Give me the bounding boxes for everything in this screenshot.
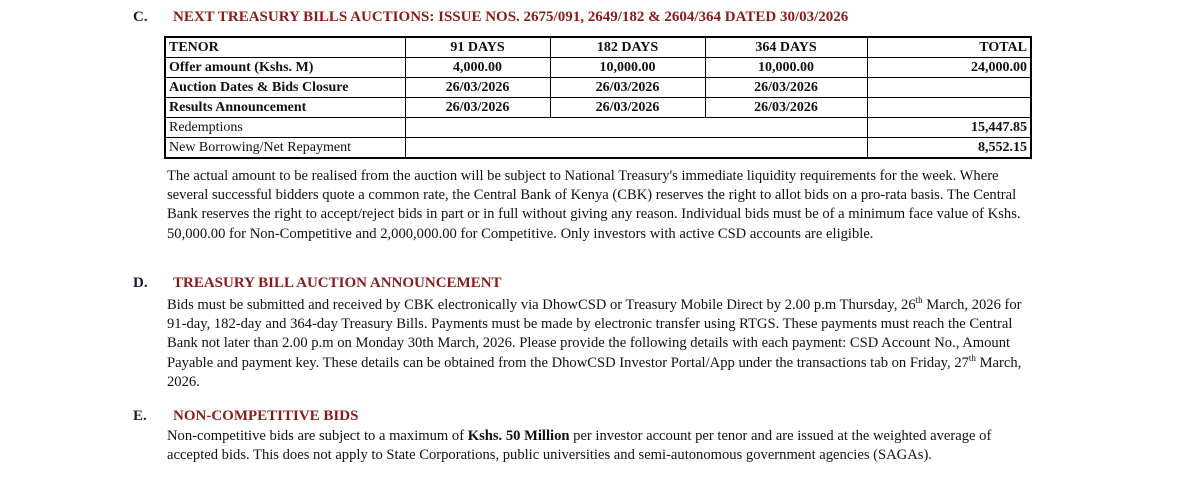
section-e-bold-amount: Kshs. 50 Million: [467, 428, 570, 444]
section-d-paragraph: [167, 296, 1025, 392]
cell-91: 26/03/2026: [405, 98, 550, 118]
header-182-days: 182 DAYS: [550, 37, 705, 58]
cell-182: 26/03/2026: [550, 78, 705, 98]
row-label: New Borrowing/Net Repayment: [165, 138, 405, 159]
table-row: [165, 118, 1031, 138]
row-label: Results Announcement: [165, 98, 405, 118]
section-e-paragraph: [167, 427, 1012, 465]
cell-total: 15,447.85: [867, 118, 1031, 138]
cell-182: 10,000.00: [550, 58, 705, 78]
auction-table: [164, 36, 1032, 159]
cell-364: 10,000.00: [705, 58, 867, 78]
cell-empty: [405, 118, 867, 138]
cell-364: 26/03/2026: [705, 98, 867, 118]
section-d-letter: D.: [133, 275, 148, 291]
cell-364: 26/03/2026: [705, 78, 867, 98]
cell-total: [867, 78, 1031, 98]
cell-91: 4,000.00: [405, 58, 550, 78]
section-d-title: TREASURY BILL AUCTION ANNOUNCEMENT: [173, 275, 502, 291]
header-364-days: 364 DAYS: [705, 37, 867, 58]
cell-91: 26/03/2026: [405, 78, 550, 98]
table-row: [165, 138, 1031, 159]
table-row: [165, 78, 1031, 98]
table-row: [165, 58, 1031, 78]
cell-total: [867, 98, 1031, 118]
section-c-title: NEXT TREASURY BILLS AUCTIONS: ISSUE NOS. 2675/091, 2649/182 & 2604/364 DATED 30/03/2026: [173, 9, 849, 25]
section-e-text-2: per investor account per tenor and are issued at the weighted average of accepted bids. This does not apply to State Corporations, public universities and semi-autonomous government agencies (SAGAs).: [167, 428, 992, 464]
table-row: [165, 98, 1031, 118]
row-label: Redemptions: [165, 118, 405, 138]
section-c-paragraph: The actual amount to be realised from the auction will be subject to National Treasury's immediate liquidity requirements for the week. Where several successful bidders quote a common rate, the Central Bank of Kenya (CBK) reserves the right to allot bids on a pro-rata basis. The Central Bank reserves the right to accept/reject bids in part or in full without giving any reason. Individual bids must be of a minimum face value of Kshs. 50,000.00 for Non-Competitive and 2,000,000.00 for Competitive. Only investors with active CSD accounts are eligible.: [167, 168, 1021, 242]
table-header-row: [165, 37, 1031, 58]
section-d-text-1: Bids must be submitted and received by CBK electronically via DhowCSD or Treasury Mobile Direct by 2.00 p.m Thursday, 26: [167, 297, 916, 313]
section-d-text-2: March, 2026 for 91-day, 182-day and 364-day Treasury Bills. Payments must be made by electronic transfer using RTGS. These payments must reach the Central Bank not later than 2.00 p.m on Monday 30th March, 2026. Please provide the following details with each payment: CSD Account No., Amount Payable and payment key. These details can be obtained from the DhowCSD Investor Portal/App under the transactions tab on Friday, 27: [167, 297, 1022, 371]
cell-182: 26/03/2026: [550, 98, 705, 118]
superscript-th: th: [915, 295, 923, 306]
row-label: Offer amount (Kshs. M): [165, 58, 405, 78]
cell-total: 24,000.00: [867, 58, 1031, 78]
superscript-th: th: [968, 352, 976, 363]
section-d-text-3: March, 2026.: [167, 354, 1022, 390]
row-label: Auction Dates & Bids Closure: [165, 78, 405, 98]
header-total: TOTAL: [867, 37, 1031, 58]
section-e-title: NON-COMPETITIVE BIDS: [173, 408, 359, 424]
section-e-text-1: Non-competitive bids are subject to a maximum of: [167, 428, 468, 444]
cell-empty: [405, 138, 867, 159]
header-tenor: TENOR: [165, 37, 405, 58]
section-c-letter: C.: [133, 9, 148, 25]
header-91-days: 91 DAYS: [405, 37, 550, 58]
cell-total: 8,552.15: [867, 138, 1031, 159]
section-e-letter: E.: [133, 408, 147, 424]
